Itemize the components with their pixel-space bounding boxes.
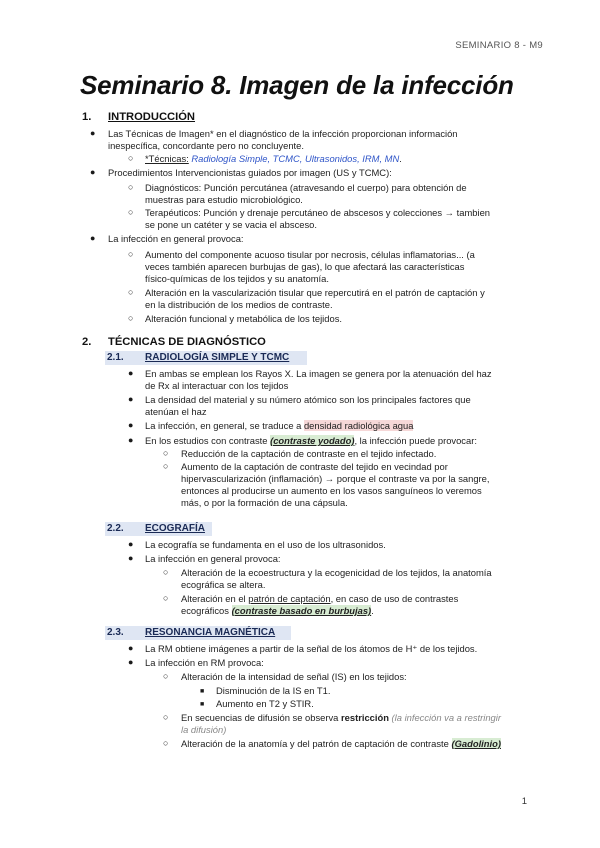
square-bullet: ■	[200, 688, 205, 695]
circle-bullet: ○	[163, 738, 169, 748]
provoca2-line1: Alteración en la vascularización tisular que repercutirá en el patrón de captación y	[145, 287, 485, 298]
circle-bullet: ○	[128, 182, 134, 192]
s23-c2-note-2: la difusión)	[181, 724, 227, 735]
s21-b4-text: En los estudios con contraste	[145, 435, 268, 446]
terapeuticos-line1: Terapéuticos: Punción y drenaje percutáneo de abscesos y colecciones → tambien	[145, 207, 490, 218]
s22-b2: La infección en general provoca:	[145, 553, 281, 564]
s23-c3-text: Alteración de la anatomía y del patrón de captación de contraste	[181, 738, 449, 749]
subsection-2-2-number: 2.2.	[107, 523, 124, 534]
circle-bullet: ○	[163, 567, 169, 577]
section1-title: INTRODUCCIÓN	[108, 111, 196, 123]
square-bullet: ■	[200, 701, 205, 708]
s1-bullet3: La infección en general provoca:	[108, 233, 244, 244]
bullet-dot: ●	[128, 643, 134, 653]
terapeuticos-line2: se pone un catéter y se vacia el absceso.	[145, 219, 317, 230]
contraste-yodado-highlight: (contraste yodado)	[270, 435, 355, 446]
s23-c3	[181, 738, 501, 750]
s22-b1: La ecografía se fundamenta en el uso de los ultrasonidos.	[145, 539, 386, 550]
s21-c1: Reducción de la captación de contraste en el tejido infectado.	[181, 448, 437, 459]
s1-bullet2: Procedimientos Intervencionistas guiados por imagen (US y TCMC):	[108, 167, 392, 178]
s21-c2-line3: entonces al producirse un aumento en los vasos sanguíneos lo veremos	[181, 485, 482, 496]
subsection-2-2-title: ECOGRAFÍA	[145, 523, 205, 534]
s21-b1-line1: En ambas se emplean los Rayos X. La imagen se genera por la atenuación del haz	[145, 368, 492, 379]
bullet-dot: ●	[90, 167, 96, 177]
s23-d1: Disminución de la IS en T1.	[216, 685, 331, 696]
s22-c2b-text: ecográficos	[181, 605, 229, 616]
s22-c1-line2: ecográfica se altera.	[181, 579, 266, 590]
tecnicas-list: Radiología Simple, TCMC, Ultrasonidos, IRM, MN	[191, 153, 400, 164]
s21-b3-text: La infección, en general, se traduce a	[145, 420, 302, 431]
circle-bullet: ○	[163, 461, 169, 471]
bullet-dot: ●	[128, 553, 134, 563]
circle-bullet: ○	[163, 448, 169, 458]
circle-bullet: ○	[128, 153, 134, 163]
gadolinio-highlight: (Gadolinio)	[451, 738, 501, 749]
circle-bullet: ○	[128, 207, 134, 217]
densidad-agua-highlight: densidad radiológica agua	[303, 420, 414, 431]
subsection-2-3-number: 2.3.	[107, 627, 124, 638]
circle-bullet: ○	[128, 287, 134, 297]
s23-b2: La infección en RM provoca:	[145, 657, 264, 668]
subsection-2-3-title: RESONANCIA MAGNÉTICA	[145, 627, 276, 638]
bullet-dot: ●	[128, 420, 134, 430]
s1-tecnicas-line: *Técnicas: Radiología Simple, TCMC, Ultrasonidos, IRM, MN.	[145, 153, 402, 164]
diagnosticos-line1: Diagnósticos: Punción percutánea (atravesando el cuerpo) para obtención de	[145, 182, 467, 193]
bullet-dot: ●	[128, 435, 134, 445]
page-number: 1	[521, 796, 527, 807]
s23-c1: Alteración de la intensidad de señal (IS) en los tejidos:	[181, 671, 407, 682]
s21-b4	[145, 435, 477, 447]
s22-c2b-post: .	[371, 605, 374, 616]
s23-d2: Aumento en T2 y STIR.	[216, 698, 314, 709]
s21-b3	[145, 420, 413, 432]
patron-captacion: patrón de captación	[248, 593, 331, 604]
s22-c2-line2	[181, 605, 374, 617]
page-title: Seminario 8. Imagen de la infección	[80, 70, 514, 100]
diagnosticos-line2: muestras para estudio microbiológico.	[145, 194, 303, 205]
s22-c2-post: , en caso de uso de contrastes	[330, 593, 459, 604]
s23-c2-line1	[181, 712, 501, 724]
circle-bullet: ○	[163, 593, 169, 603]
tecnicas-label: *Técnicas:	[145, 153, 189, 164]
provoca1-line3: físico-químicas de los tejidos y su anatomía.	[145, 273, 329, 284]
s22-c1-line1: Alteración de la ecoestructura y la ecogenicidad de los tejidos, la anatomía	[181, 567, 492, 578]
section2-number: 2.	[82, 336, 92, 348]
circle-bullet: ○	[163, 671, 169, 681]
s21-b4-post: , la infección puede provocar:	[354, 435, 477, 446]
bullet-dot: ●	[90, 233, 96, 243]
subsection-2-1-title: RADIOLOGÍA SIMPLE Y TCMC	[145, 352, 290, 363]
s21-b2-line2: atenúan el haz	[145, 406, 207, 417]
bullet-dot: ●	[128, 539, 134, 549]
circle-bullet: ○	[128, 313, 134, 323]
s22-c2-line1	[181, 593, 526, 605]
s21-b2-line1: La densidad del material y su número atómico son los principales factores que	[145, 394, 471, 405]
bullet-dot: ●	[128, 657, 134, 667]
s23-c2-text: En secuencias de difusión se observa	[181, 712, 339, 723]
s21-b1-line2: de Rx al interactuar con los tejidos	[145, 380, 289, 391]
s22-c2-text: Alteración en el	[181, 593, 246, 604]
s21-c2-line1: Aumento de la captación de contraste del tejido en vecindad por	[181, 461, 448, 472]
section2-title: TÉCNICAS DE DIAGNÓSTICO	[108, 336, 266, 348]
running-header: SEMINARIO 8 - M9	[455, 40, 543, 51]
section1-number: 1.	[82, 111, 92, 123]
s1-bullet1-line2: inespecífica, concordante pero no concluyente.	[108, 140, 304, 151]
provoca3: Alteración funcional y metabólica de los tejidos.	[145, 313, 342, 324]
bullet-dot: ●	[128, 394, 134, 404]
s1-bullet1-line1: Las Técnicas de Imagen* en el diagnóstico de la infección proporcionan información	[108, 128, 458, 139]
s23-b1: La RM obtiene imágenes a partir de la señal de los átomos de H⁺ de los tejidos.	[145, 643, 478, 654]
contraste-burbujas-highlight: (contraste basado en burbujas)	[231, 605, 372, 616]
restriccion-bold: restricción	[341, 712, 389, 723]
s23-c2-note-1: (la infección va a restringir	[391, 712, 501, 723]
circle-bullet: ○	[128, 249, 134, 259]
s21-c2-line2: hipervascularización (inflamación) → porque el contraste va por la sangre,	[181, 473, 490, 484]
provoca1-line1: Aumento del componente acuoso tisular por necrosis, células inflamatorias... (a	[145, 249, 475, 260]
provoca2-line2: en la distribución de los medios de contraste.	[145, 299, 333, 310]
subsection-2-1-number: 2.1.	[107, 352, 124, 363]
bullet-dot: ●	[90, 128, 96, 138]
provoca1-line2: veces también aparecen burbujas de gas), lo que afectará las características	[145, 261, 465, 272]
s21-c2-line4: más, o por la formación de una cápsula.	[181, 497, 348, 508]
bullet-dot: ●	[128, 368, 134, 378]
circle-bullet: ○	[163, 712, 169, 722]
